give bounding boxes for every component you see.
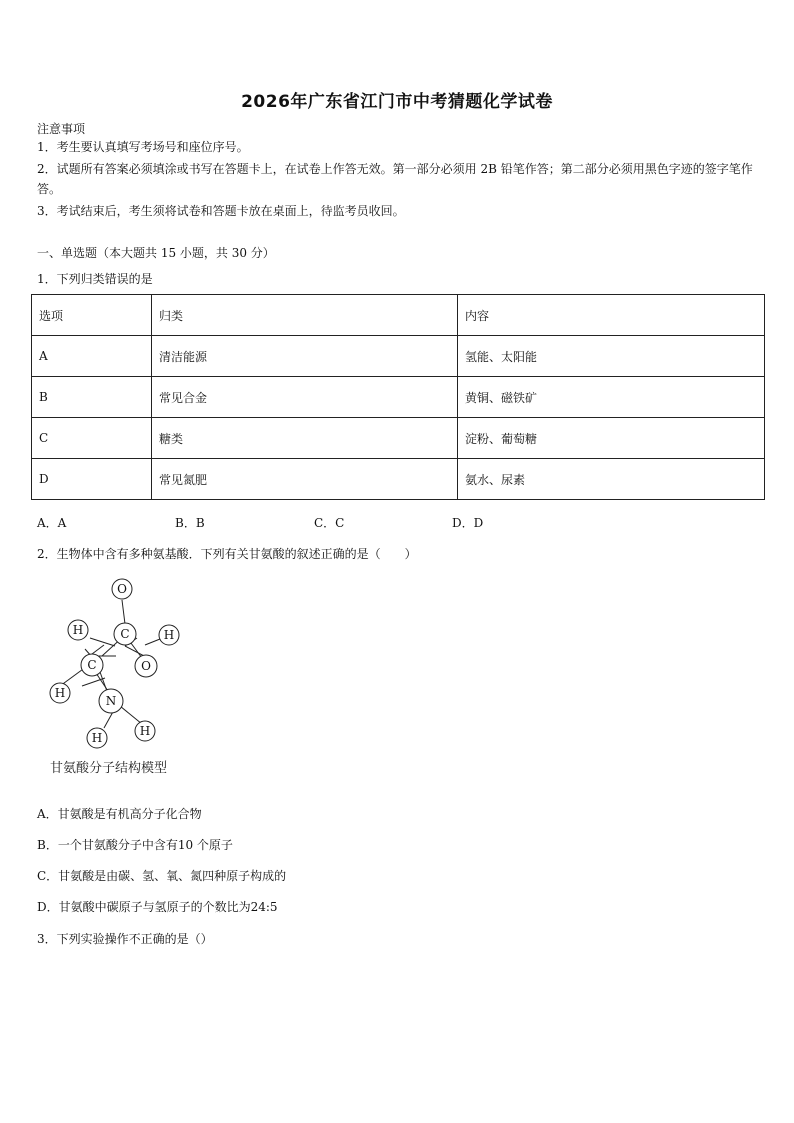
notice-item-3: 3．考试结束后，考生须将试卷和答题卡放在桌面上，待监考员收回。 xyxy=(37,204,405,218)
table-cell: A xyxy=(32,336,152,377)
notice-heading: 注意事项 xyxy=(37,122,86,136)
question-1-option-b: B．B xyxy=(175,516,205,530)
glycine-molecule-svg xyxy=(40,574,200,754)
table-cell: 淀粉、葡萄糖 xyxy=(458,418,765,459)
table-row xyxy=(32,377,765,418)
atom-label: H xyxy=(139,724,151,738)
question-2-option-c: C．甘氨酸是由碳、氢、氧、氮四种原子构成的 xyxy=(37,869,287,883)
molecule-caption: 甘氨酸分子结构模型 xyxy=(50,761,168,776)
question-2-option-a: A．甘氨酸是有机高分子化合物 xyxy=(37,807,202,821)
table-row xyxy=(32,418,765,459)
page-title: 2026年广东省江门市中考猜题化学试卷 xyxy=(241,92,553,112)
table-row xyxy=(32,336,765,377)
table-header-cell: 归类 xyxy=(152,295,458,336)
atom-label: O xyxy=(117,582,127,596)
table-header-cell: 内容 xyxy=(458,295,765,336)
table-cell: D xyxy=(32,459,152,500)
atom-label: C xyxy=(87,658,97,672)
atom-label: H xyxy=(54,686,66,700)
question-1-option-a: A．A xyxy=(37,516,67,530)
atom-label: H xyxy=(163,628,175,642)
notice-item-2: 2．试题所有答案必须填涂或书写在答题卡上，在试卷上作答无效。第一部分必须用 2B 铅笔作答；第二部分必须用黑色字迹的签字笔作答。 xyxy=(37,162,753,196)
section-heading: 一、单选题（本大题共 15 小题，共 30 分） xyxy=(37,246,275,260)
question-3-stem: 3．下列实验操作不正确的是（） xyxy=(37,932,213,946)
table-cell: C xyxy=(32,418,152,459)
classification-table xyxy=(31,294,765,500)
notice-item-1: 1．考生要认真填写考场号和座位序号。 xyxy=(37,140,249,154)
atom-label: C xyxy=(120,627,130,641)
table-cell: 常见合金 xyxy=(152,377,458,418)
glycine-molecule-model xyxy=(40,574,200,754)
question-2-option-b: B．一个甘氨酸分子中含有10 个原子 xyxy=(37,838,233,852)
table-row xyxy=(32,459,765,500)
table-cell: B xyxy=(32,377,152,418)
table-cell: 常见氮肥 xyxy=(152,459,458,500)
question-1-option-c: C．C xyxy=(314,516,345,530)
question-2-option-d: D．甘氨酸中碳原子与氢原子的个数比为24:5 xyxy=(37,900,278,914)
table-cell: 黄铜、磁铁矿 xyxy=(458,377,765,418)
table-cell: 糖类 xyxy=(152,418,458,459)
table-cell: 清洁能源 xyxy=(152,336,458,377)
table-cell: 氢能、太阳能 xyxy=(458,336,765,377)
atom-label: O xyxy=(141,659,151,673)
atom-label: H xyxy=(72,623,84,637)
table-cell: 氨水、尿素 xyxy=(458,459,765,500)
atom-label: H xyxy=(91,731,103,745)
table-header-row xyxy=(32,295,765,336)
table-header-cell: 选项 xyxy=(32,295,152,336)
atom-label: N xyxy=(105,694,117,708)
question-1-option-d: D．D xyxy=(452,516,484,530)
question-1-stem: 1．下列归类错误的是 xyxy=(37,272,153,286)
question-2-stem: 2．生物体中含有多种氨基酸．下列有关甘氨酸的叙述正确的是（ ） xyxy=(37,547,417,561)
